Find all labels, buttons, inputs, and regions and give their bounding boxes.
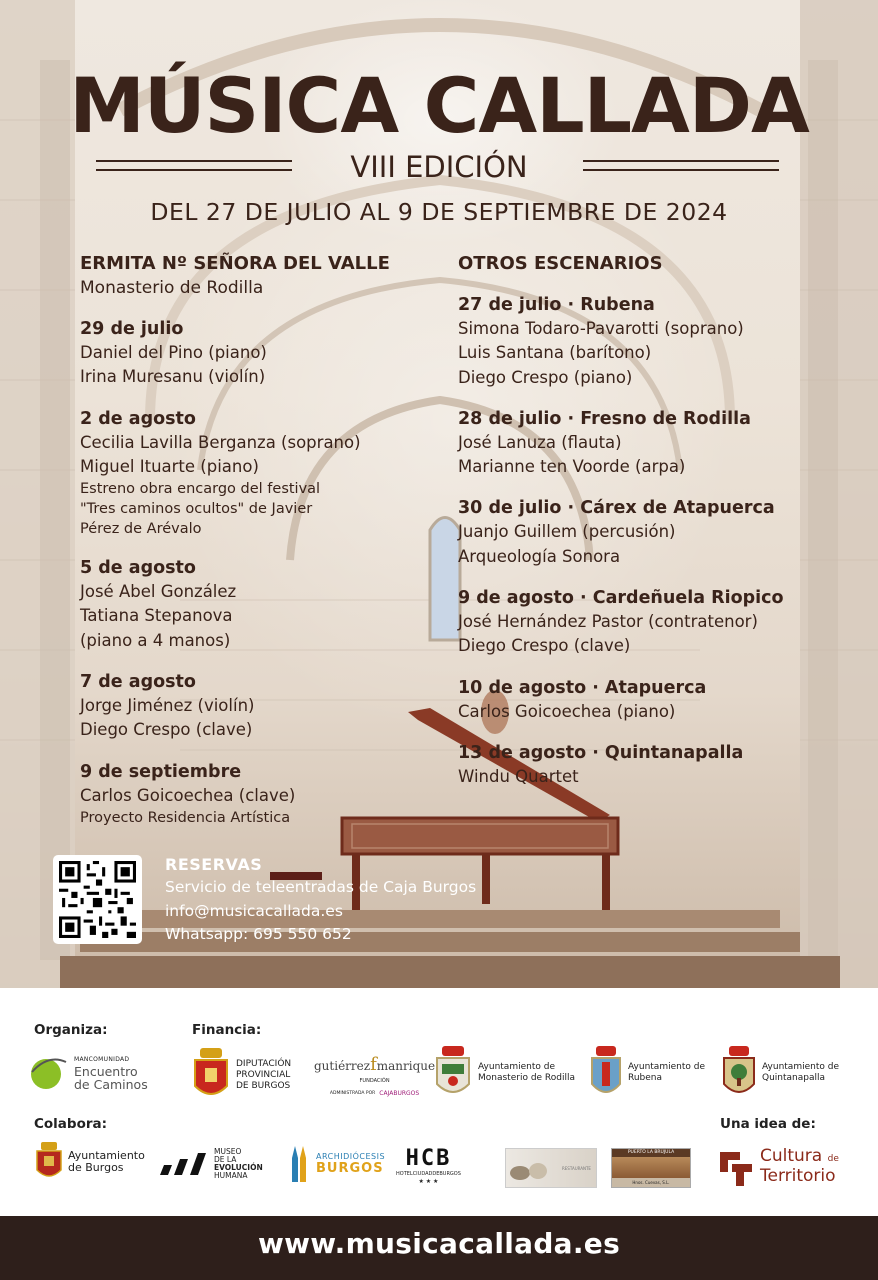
logo-restaurante bbox=[505, 1148, 597, 1188]
coat-of-arms-icon bbox=[590, 1046, 622, 1100]
diputacion-line2: PROVINCIAL bbox=[236, 1069, 291, 1080]
qr-code[interactable] bbox=[53, 855, 142, 944]
ermita-column bbox=[80, 252, 440, 828]
performer: José Hernández Pastor (contratenor) bbox=[458, 612, 758, 632]
event-note: Estreno obra encargo del festival bbox=[80, 481, 321, 498]
archi-line1: ARCHIDIÓCESIS bbox=[316, 1152, 386, 1161]
qr-code-icon bbox=[59, 861, 136, 938]
event-date: 5 de agosto bbox=[80, 558, 196, 579]
logo-archidiocesis-burgos bbox=[288, 1146, 385, 1182]
edition-label: VIII EDICIÓN bbox=[350, 150, 528, 184]
diputacion-line1: DIPUTACIÓN bbox=[236, 1058, 292, 1069]
burgos-line1: Ayuntamiento bbox=[68, 1149, 145, 1162]
gutierrez-sub1: FUNDACIÓN bbox=[359, 1078, 390, 1084]
event-date: 30 de julio · Cárex de Atapuerca bbox=[458, 498, 775, 519]
sponsors-section bbox=[0, 988, 878, 1216]
cathedral-icon bbox=[288, 1146, 310, 1182]
performer: Windu Quartet bbox=[458, 766, 579, 786]
burgos-line2: de Burgos bbox=[68, 1161, 124, 1174]
restaurante-label: RESTAURANTE bbox=[562, 1165, 591, 1171]
event-date: 7 de agosto bbox=[80, 672, 196, 693]
gutierrez-sub2: ADMINISTRADA POR bbox=[329, 1091, 376, 1096]
performer: Jorge Jiménez (violín) bbox=[80, 696, 255, 716]
coat-of-arms-icon bbox=[192, 1048, 230, 1102]
cultura-mark-icon bbox=[718, 1146, 754, 1186]
event-item bbox=[80, 670, 440, 743]
reservas-ticketing: Servicio de teleentradas de Caja Burgos bbox=[165, 878, 477, 896]
museo-line3: EVOLUCIÓN bbox=[214, 1163, 263, 1172]
venue-heading: OTROS ESCENARIOS bbox=[458, 253, 663, 274]
hcb-stars: ★ ★ ★ bbox=[418, 1178, 439, 1185]
otros-escenarios-column bbox=[458, 252, 868, 789]
cultura-de: de bbox=[827, 1153, 839, 1164]
gutierrez-name: gutiérrez bbox=[314, 1059, 371, 1073]
logo-ayto-quintanapalla bbox=[722, 1046, 839, 1100]
event-item bbox=[80, 407, 440, 540]
quintanapalla-line2: Quintanapalla bbox=[762, 1073, 825, 1083]
event-date: 28 de julio · Fresno de Rodilla bbox=[458, 408, 751, 429]
organiza-small: MANCOMUNIDAD bbox=[74, 1055, 130, 1063]
event-note: Pérez de Arévalo bbox=[80, 521, 202, 538]
organiza-line1: Encuentro bbox=[74, 1063, 138, 1079]
website-footer[interactable]: www.musicacallada.es bbox=[0, 1216, 878, 1280]
monasterio-line2: Monasterio de Rodilla bbox=[478, 1073, 576, 1083]
poster-title: MÚSICA CALLADA bbox=[69, 61, 809, 150]
logo-fundacion-gutierrez-manrique bbox=[314, 1054, 435, 1099]
logo-puerto-la-brujula bbox=[611, 1148, 691, 1188]
diputacion-line3: DE BURGOS bbox=[236, 1080, 291, 1091]
museo-line1: MUSEO bbox=[214, 1147, 242, 1156]
event-item bbox=[458, 741, 868, 789]
event-note: Proyecto Residencia Artística bbox=[80, 809, 291, 826]
event-date: 9 de agosto · Cardeñuela Riopico bbox=[458, 588, 784, 609]
coat-of-arms-icon bbox=[36, 1142, 62, 1182]
archi-line2: BURGOS bbox=[316, 1161, 384, 1176]
museo-line2: DE LA bbox=[214, 1155, 237, 1164]
performer: Simona Todaro-Pavarotti (soprano) bbox=[458, 319, 744, 338]
museo-bars-icon bbox=[158, 1151, 208, 1177]
rubena-line1: Ayuntamiento de bbox=[628, 1062, 705, 1072]
logo-diputacion-burgos bbox=[192, 1048, 291, 1102]
venue-subtitle: Monasterio de Rodilla bbox=[80, 278, 264, 298]
event-date: 27 de julio · Rubena bbox=[458, 295, 655, 315]
performer: Carlos Goicoechea (piano) bbox=[458, 701, 676, 721]
performer: Diego Crespo (clave) bbox=[80, 720, 253, 740]
venue-heading: ERMITA Nº SEÑORA DEL VALLE bbox=[80, 253, 390, 274]
event-note: "Tres caminos ocultos" de Javier bbox=[80, 501, 313, 518]
performer: Irina Muresanu (violín) bbox=[80, 367, 266, 387]
performer: Diego Crespo (piano) bbox=[458, 367, 633, 387]
logo-museo-evolucion-humana bbox=[158, 1148, 263, 1180]
brujula-top: PUERTO LA BRÚJULA bbox=[612, 1149, 690, 1157]
reservas-heading: RESERVAS bbox=[165, 855, 263, 874]
performer: José Lanuza (flauta) bbox=[458, 432, 622, 452]
reservas-whatsapp[interactable]: Whatsapp: 695 550 652 bbox=[165, 925, 352, 943]
event-date: 29 de julio bbox=[80, 319, 184, 339]
performer: Miguel Ituarte (piano) bbox=[80, 456, 259, 476]
performer: Arqueología Sonora bbox=[458, 546, 621, 566]
performer: Carlos Goicoechea (clave) bbox=[80, 785, 296, 805]
hcb-sub: HOTELCIUDADDEBURGOS bbox=[396, 1171, 461, 1177]
performer: Juanjo Guillem (percusión) bbox=[458, 522, 676, 542]
coat-of-arms-icon bbox=[434, 1046, 472, 1100]
performer: (piano a 4 manos) bbox=[80, 630, 231, 650]
festival-dates: DEL 27 DE JULIO AL 9 DE SEPTIEMBRE DE 2024 bbox=[150, 198, 728, 226]
financia-label: Financia: bbox=[192, 1022, 262, 1038]
cultura-line1: Cultura bbox=[760, 1145, 823, 1166]
event-date: 2 de agosto bbox=[80, 408, 196, 429]
edition-row bbox=[0, 150, 878, 186]
colabora-label: Colabora: bbox=[34, 1116, 108, 1132]
logo-cultura-de-territorio bbox=[718, 1146, 839, 1186]
organiza-line2: de Caminos bbox=[74, 1076, 148, 1092]
event-item bbox=[458, 676, 868, 724]
event-date: 10 de agosto · Atapuerca bbox=[458, 677, 707, 698]
brujula-bottom: Hnos. Cuevas, S.L. bbox=[632, 1180, 670, 1185]
monasterio-line1: Ayuntamiento de bbox=[478, 1062, 555, 1072]
brujula-building bbox=[612, 1157, 690, 1178]
event-date: 9 de septiembre bbox=[80, 761, 242, 782]
gutierrez-f: f bbox=[370, 1054, 377, 1075]
rubena-line2: Rubena bbox=[628, 1073, 663, 1083]
event-item bbox=[80, 556, 440, 653]
event-item bbox=[80, 760, 440, 828]
logo-hotel-ciudad-de-burgos bbox=[396, 1148, 461, 1185]
quintanapalla-line1: Ayuntamiento de bbox=[762, 1062, 839, 1072]
organiza-label: Organiza: bbox=[34, 1022, 108, 1038]
gutierrez-manrique: manrique bbox=[376, 1059, 436, 1073]
logo-ayto-monasterio-de-rodilla bbox=[434, 1046, 575, 1100]
gutierrez-sub3: CAJABURGOS bbox=[379, 1090, 420, 1097]
hcb-logo: HCB bbox=[405, 1146, 452, 1171]
cultura-line2: Territorio bbox=[760, 1165, 836, 1186]
event-item bbox=[458, 293, 868, 390]
reservas-block bbox=[165, 853, 476, 947]
museo-line4: HUMANA bbox=[214, 1171, 248, 1180]
event-item bbox=[458, 496, 868, 569]
leaf-icon bbox=[28, 1052, 68, 1092]
performer: Diego Crespo (clave) bbox=[458, 636, 631, 656]
performer: Daniel del Pino (piano) bbox=[80, 343, 267, 362]
idea-label: Una idea de: bbox=[720, 1116, 816, 1132]
performer: Cecilia Lavilla Berganza (soprano) bbox=[80, 432, 361, 452]
stones-icon bbox=[506, 1153, 556, 1183]
logo-ayto-rubena bbox=[590, 1046, 705, 1100]
performer: José Abel González bbox=[80, 582, 237, 602]
performer: Marianne ten Voorde (arpa) bbox=[458, 457, 686, 477]
coat-of-arms-icon bbox=[722, 1046, 756, 1100]
logo-encuentro-de-caminos bbox=[28, 1052, 148, 1092]
event-date: 13 de agosto · Quintanapalla bbox=[458, 742, 744, 763]
reservas-email[interactable]: info@musicacallada.es bbox=[165, 901, 343, 920]
performer: Luis Santana (barítono) bbox=[458, 343, 652, 363]
logo-ayto-burgos bbox=[36, 1142, 145, 1182]
performer: Tatiana Stepanova bbox=[80, 606, 233, 626]
event-item bbox=[458, 407, 868, 480]
event-item bbox=[80, 317, 440, 390]
event-item bbox=[458, 586, 868, 659]
